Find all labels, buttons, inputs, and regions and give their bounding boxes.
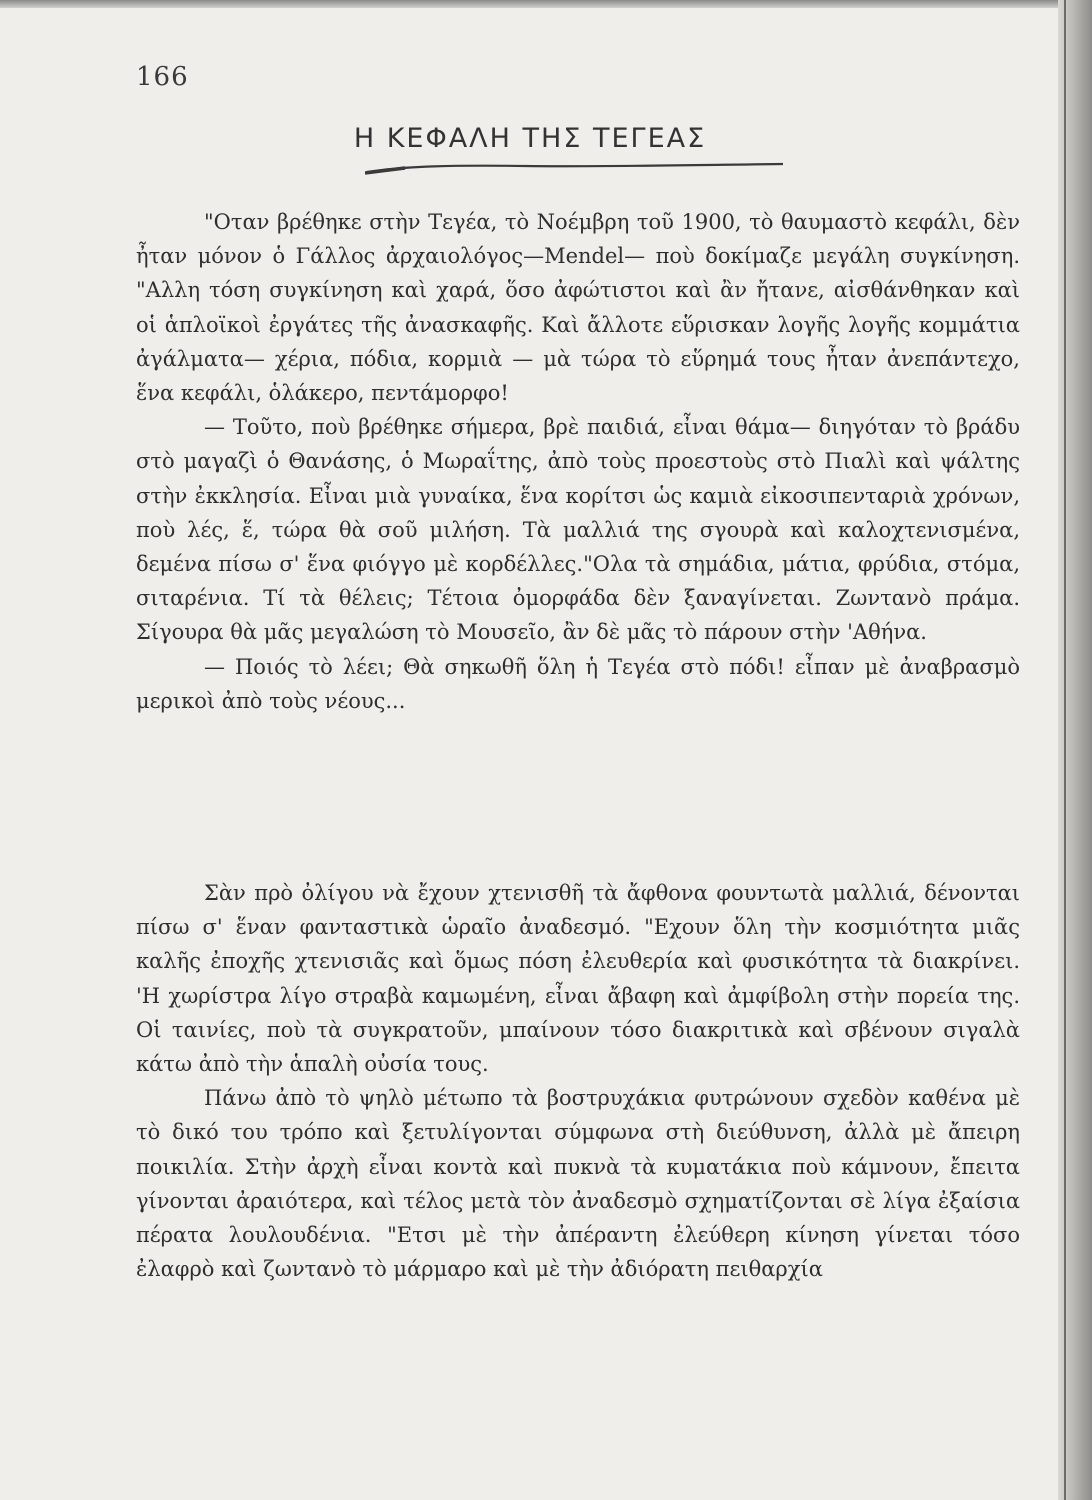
title-underline: [365, 162, 785, 176]
page-binding-edge: [1058, 0, 1092, 1500]
page-top-edge: [0, 0, 1060, 8]
text-section-1: [136, 205, 1020, 718]
paragraph: — Τοῦτο, ποὺ βρέθηκε σήμερα, βρὲ παιδιά, εἶναι θάμα— διηγόταν τὸ βράδυ στὸ μαγαζὶ ὁ Θανάσης, ὁ Μωραΐτης, ἀπὸ τοὺς προεστοὺς στὸ Πιαλὶ καὶ ψάλτης στὴν ἐκκλησία. Εἶναι μιὰ γυναίκα, ἕνα κορίτσι ὡς καμιὰ εἰκοσιπενταριὰ χρόνων, ποὺ λές, ἕ, τώρα θὰ σοῦ μιλήση. Τὰ μαλλιά της σγουρὰ καὶ καλοχτενισμένα, δεμένα πίσω σ' ἕνα φιόγγο μὲ κορδέλλες."Ολα τὰ σημάδια, μάτια, φρύδια, στόμα, σιταρένια. Τί τὰ θέλεις; Τέτοια ὀμορφάδα δὲν ξαναγίνεται. Ζωντανὸ πράμα. Σίγουρα θὰ μᾶς μεγαλώση τὸ Μουσεῖο, ἂν δὲ μᾶς τὸ πάρουν στὴν 'Αθήνα.: [136, 415, 1020, 645]
page-number: 166: [136, 62, 189, 92]
chapter-title: Η ΚΕΦΑΛΗ ΤΗΣ ΤΕΓΕΑΣ: [353, 123, 707, 154]
paragraph: — Ποιός τὸ λέει; Θὰ σηκωθῆ ὅλη ἡ Τεγέα στὸ πόδι! εἶπαν μὲ ἀναβρασμὸ μερικοὶ ἀπὸ τοὺς νέους...: [136, 654, 1020, 713]
text-section-2: [136, 876, 1020, 1286]
paragraph: Πάνω ἀπὸ τὸ ψηλὸ μέτωπο τὰ βοστρυχάκια φυτρώνουν σχεδὸν καθένα μὲ τὸ δικό του τρόπο καὶ ξετυλίγονται σύμφωνα στὴ διεύθυνση, ἀλλὰ μὲ ἄπειρη ποικιλία. Στὴν ἀρχὴ εἶναι κοντὰ καὶ πυκνὰ τὰ κυματάκια ποὺ κάμνουν, ἔπειτα γίνονται ἀραιότερα, καὶ τέλος μετὰ τὸν ἀναδεσμὸ σχηματίζονται σὲ λίγα ἐξαίσια πέρατα λουλουδένια. "Ετσι μὲ τὴν ἀπέραντη ἐλεύθερη κίνηση γίνεται τόσο ἐλαφρὸ καὶ ζωντανὸ τὸ μάρμαρο καὶ μὲ τὴν ἀδιόρατη πειθαρχία: [136, 1086, 1020, 1282]
paragraph: Σὰν πρὸ ὀλίγου νὰ ἔχουν χτενισθῆ τὰ ἄφθονα φουντωτὰ μαλλιά, δένονται πίσω σ' ἕναν φανταστικὰ ὡραῖο ἀναδεσμό. "Εχουν ὅλη τὴν κοσμιότητα μιᾶς καλῆς ἐποχῆς χτενισιᾶς καὶ ὅμως πόση ἐλευθερία καὶ φυσικότητα τὰ διακρίνει. 'Η χωρίστρα λίγο στραβὰ καμωμένη, εἶναι ἄβαφη καὶ ἀμφίβολη στὴν πορεία της. Οἱ ταινίες, ποὺ τὰ συγκρατοῦν, μπαίνουν τόσο διακριτικὰ καὶ σβένουν σιγαλὰ κάτω ἀπὸ τὴν ἁπαλὴ οὐσία τους.: [136, 881, 1020, 1077]
paragraph: "Οταν βρέθηκε στὴν Τεγέα, τὸ Νοέμβρη τοῦ 1900, τὸ θαυμαστὸ κεφάλι, δὲν ἦταν μόνον ὁ Γάλλος ἀρχαιολόγος—Mendel— ποὺ δοκίμαζε μεγάλη συγκίνηση. "Αλλη τόση συγκίνηση καὶ χαρά, ὅσο ἀφώτιστοι καὶ ἂν ἤτανε, αἰσθάνθηκαν καὶ οἱ ἁπλοϊκοὶ ἐργάτες τῆς ἀνασκαφῆς. Καὶ ἄλλοτε εὕρισκαν λογῆς λογῆς κομμάτια ἀγάλματα— χέρια, πόδια, κορμιὰ — μὰ τώρα τὸ εὕρημά τους ἦταν ἀνεπάντεχο, ἕνα κεφάλι, ὁλάκερο, πεντάμορφο!: [136, 210, 1020, 406]
